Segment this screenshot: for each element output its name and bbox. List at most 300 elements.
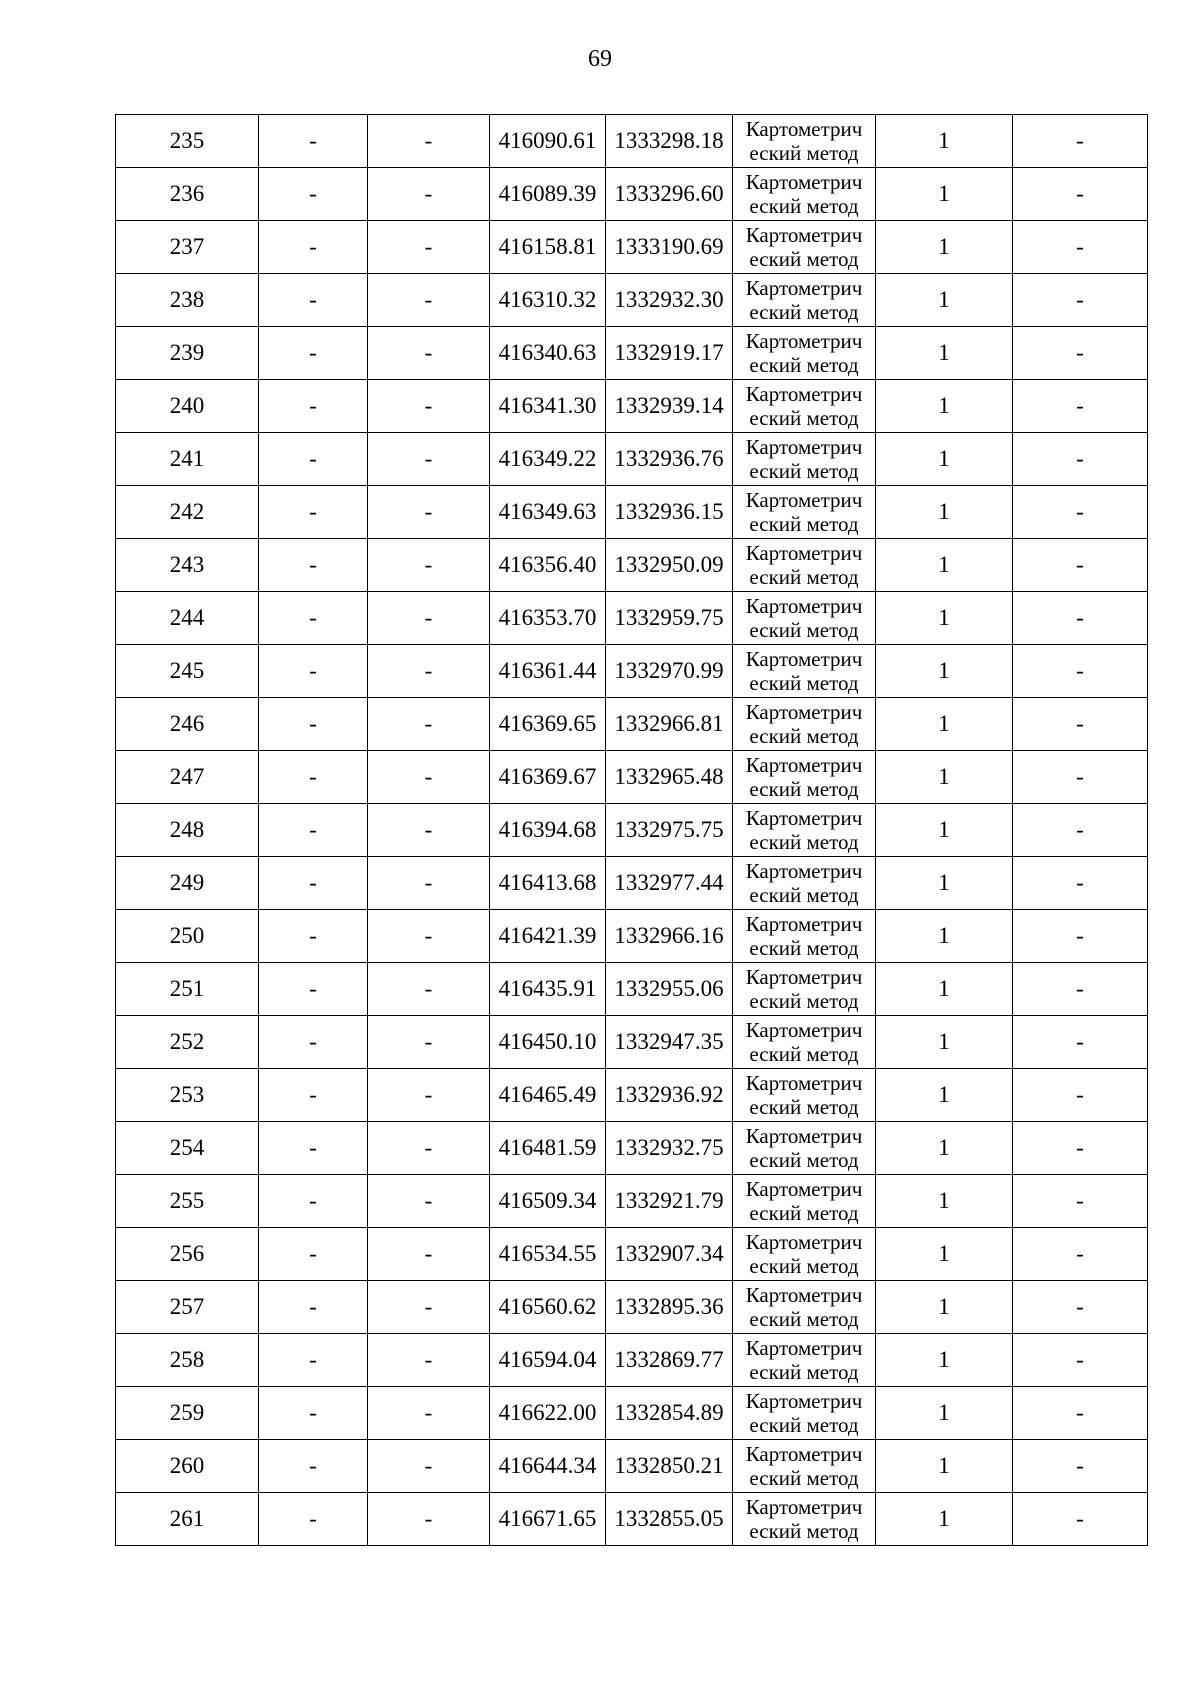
empty-y-cell: - bbox=[368, 804, 490, 857]
method-cell bbox=[733, 804, 876, 857]
method-line-2: еский метод bbox=[749, 512, 859, 536]
method-line-2: еский метод bbox=[749, 300, 859, 324]
y-coordinate-cell: 1333298.18 bbox=[606, 115, 733, 168]
accuracy-cell: 1 bbox=[876, 380, 1013, 433]
method-line-1: Картометрич bbox=[745, 1336, 863, 1360]
x-coordinate-cell: 416421.39 bbox=[490, 910, 606, 963]
method-cell bbox=[733, 274, 876, 327]
x-coordinate-cell: 416090.61 bbox=[490, 115, 606, 168]
x-coordinate-cell: 416450.10 bbox=[490, 1016, 606, 1069]
point-number-cell: 259 bbox=[116, 1387, 259, 1440]
empty-x-cell: - bbox=[259, 274, 368, 327]
point-number-cell: 254 bbox=[116, 1122, 259, 1175]
method-line-2: еский метод bbox=[749, 830, 859, 854]
y-coordinate-cell: 1332947.35 bbox=[606, 1016, 733, 1069]
x-coordinate-cell: 416340.63 bbox=[490, 327, 606, 380]
accuracy-cell: 1 bbox=[876, 274, 1013, 327]
table-row bbox=[116, 1387, 1148, 1440]
method-cell bbox=[733, 168, 876, 221]
empty-y-cell: - bbox=[368, 963, 490, 1016]
table-row bbox=[116, 539, 1148, 592]
empty-x-cell: - bbox=[259, 1175, 368, 1228]
accuracy-cell: 1 bbox=[876, 1493, 1013, 1546]
method-cell bbox=[733, 221, 876, 274]
x-coordinate-cell: 416413.68 bbox=[490, 857, 606, 910]
method-line-1: Картометрич bbox=[745, 276, 863, 300]
method-line-1: Картометрич bbox=[745, 1124, 863, 1148]
table-row bbox=[116, 168, 1148, 221]
point-number-cell: 250 bbox=[116, 910, 259, 963]
table-row bbox=[116, 486, 1148, 539]
method-cell bbox=[733, 751, 876, 804]
table-row bbox=[116, 1493, 1148, 1546]
accuracy-cell: 1 bbox=[876, 539, 1013, 592]
table-row bbox=[116, 804, 1148, 857]
method-line-2: еский метод bbox=[749, 1307, 859, 1331]
accuracy-cell: 1 bbox=[876, 1228, 1013, 1281]
x-coordinate-cell: 416353.70 bbox=[490, 592, 606, 645]
x-coordinate-cell: 416349.63 bbox=[490, 486, 606, 539]
method-line-1: Картометрич bbox=[745, 1389, 863, 1413]
method-line-1: Картометрич bbox=[745, 223, 863, 247]
x-coordinate-cell: 416341.30 bbox=[490, 380, 606, 433]
accuracy-cell: 1 bbox=[876, 857, 1013, 910]
method-cell bbox=[733, 1334, 876, 1387]
accuracy-cell: 1 bbox=[876, 963, 1013, 1016]
method-line-2: еский метод bbox=[749, 194, 859, 218]
description-cell: - bbox=[1013, 751, 1148, 804]
coordinates-table bbox=[115, 114, 1148, 1546]
method-line-1: Картометрич bbox=[745, 806, 863, 830]
point-number-cell: 249 bbox=[116, 857, 259, 910]
table-row bbox=[116, 1016, 1148, 1069]
x-coordinate-cell: 416509.34 bbox=[490, 1175, 606, 1228]
method-line-2: еский метод bbox=[749, 406, 859, 430]
x-coordinate-cell: 416369.65 bbox=[490, 698, 606, 751]
accuracy-cell: 1 bbox=[876, 751, 1013, 804]
empty-x-cell: - bbox=[259, 698, 368, 751]
point-number-cell: 255 bbox=[116, 1175, 259, 1228]
method-line-2: еский метод bbox=[749, 1413, 859, 1437]
method-line-1: Картометрич bbox=[745, 700, 863, 724]
empty-y-cell: - bbox=[368, 910, 490, 963]
accuracy-cell: 1 bbox=[876, 1016, 1013, 1069]
empty-x-cell: - bbox=[259, 1281, 368, 1334]
description-cell: - bbox=[1013, 1069, 1148, 1122]
method-line-2: еский метод bbox=[749, 1201, 859, 1225]
table-row bbox=[116, 115, 1148, 168]
description-cell: - bbox=[1013, 698, 1148, 751]
description-cell: - bbox=[1013, 963, 1148, 1016]
description-cell: - bbox=[1013, 1387, 1148, 1440]
point-number-cell: 242 bbox=[116, 486, 259, 539]
method-line-2: еский метод bbox=[749, 1148, 859, 1172]
table-row bbox=[116, 380, 1148, 433]
point-number-cell: 260 bbox=[116, 1440, 259, 1493]
method-line-1: Картометрич bbox=[745, 1071, 863, 1095]
table-row bbox=[116, 327, 1148, 380]
empty-x-cell: - bbox=[259, 327, 368, 380]
method-cell bbox=[733, 1228, 876, 1281]
point-number-cell: 256 bbox=[116, 1228, 259, 1281]
empty-x-cell: - bbox=[259, 963, 368, 1016]
point-number-cell: 246 bbox=[116, 698, 259, 751]
empty-x-cell: - bbox=[259, 1334, 368, 1387]
accuracy-cell: 1 bbox=[876, 327, 1013, 380]
empty-x-cell: - bbox=[259, 1069, 368, 1122]
method-line-1: Картометрич bbox=[745, 594, 863, 618]
table-row bbox=[116, 857, 1148, 910]
method-line-1: Картометрич bbox=[745, 1018, 863, 1042]
method-cell bbox=[733, 645, 876, 698]
table-row bbox=[116, 1281, 1148, 1334]
method-cell bbox=[733, 380, 876, 433]
accuracy-cell: 1 bbox=[876, 1175, 1013, 1228]
table-row bbox=[116, 1122, 1148, 1175]
description-cell: - bbox=[1013, 1440, 1148, 1493]
y-coordinate-cell: 1332895.36 bbox=[606, 1281, 733, 1334]
x-coordinate-cell: 416481.59 bbox=[490, 1122, 606, 1175]
empty-x-cell: - bbox=[259, 539, 368, 592]
method-line-1: Картометрич bbox=[745, 488, 863, 512]
empty-y-cell: - bbox=[368, 1493, 490, 1546]
empty-x-cell: - bbox=[259, 1228, 368, 1281]
description-cell: - bbox=[1013, 1175, 1148, 1228]
table-row bbox=[116, 1069, 1148, 1122]
description-cell: - bbox=[1013, 486, 1148, 539]
x-coordinate-cell: 416356.40 bbox=[490, 539, 606, 592]
x-coordinate-cell: 416671.65 bbox=[490, 1493, 606, 1546]
method-cell bbox=[733, 1387, 876, 1440]
table-row bbox=[116, 698, 1148, 751]
empty-y-cell: - bbox=[368, 1069, 490, 1122]
method-line-1: Картометрич bbox=[745, 859, 863, 883]
empty-y-cell: - bbox=[368, 486, 490, 539]
method-line-1: Картометрич bbox=[745, 1495, 863, 1519]
y-coordinate-cell: 1332966.16 bbox=[606, 910, 733, 963]
method-line-1: Картометрич bbox=[745, 1442, 863, 1466]
method-line-2: еский метод bbox=[749, 777, 859, 801]
method-line-1: Картометрич bbox=[745, 912, 863, 936]
table-row bbox=[116, 910, 1148, 963]
accuracy-cell: 1 bbox=[876, 804, 1013, 857]
x-coordinate-cell: 416349.22 bbox=[490, 433, 606, 486]
empty-y-cell: - bbox=[368, 1440, 490, 1493]
method-cell bbox=[733, 698, 876, 751]
empty-y-cell: - bbox=[368, 168, 490, 221]
accuracy-cell: 1 bbox=[876, 592, 1013, 645]
table-row bbox=[116, 1228, 1148, 1281]
description-cell: - bbox=[1013, 380, 1148, 433]
empty-y-cell: - bbox=[368, 1228, 490, 1281]
table-row bbox=[116, 221, 1148, 274]
y-coordinate-cell: 1333296.60 bbox=[606, 168, 733, 221]
point-number-cell: 251 bbox=[116, 963, 259, 1016]
x-coordinate-cell: 416465.49 bbox=[490, 1069, 606, 1122]
empty-y-cell: - bbox=[368, 221, 490, 274]
method-line-1: Картометрич bbox=[745, 435, 863, 459]
method-cell bbox=[733, 1281, 876, 1334]
method-line-2: еский метод bbox=[749, 1042, 859, 1066]
empty-y-cell: - bbox=[368, 857, 490, 910]
point-number-cell: 247 bbox=[116, 751, 259, 804]
point-number-cell: 240 bbox=[116, 380, 259, 433]
method-line-2: еский метод bbox=[749, 936, 859, 960]
empty-y-cell: - bbox=[368, 539, 490, 592]
accuracy-cell: 1 bbox=[876, 115, 1013, 168]
empty-x-cell: - bbox=[259, 592, 368, 645]
description-cell: - bbox=[1013, 804, 1148, 857]
table-row bbox=[116, 645, 1148, 698]
x-coordinate-cell: 416435.91 bbox=[490, 963, 606, 1016]
method-line-1: Картометрич bbox=[745, 541, 863, 565]
x-coordinate-cell: 416369.67 bbox=[490, 751, 606, 804]
empty-y-cell: - bbox=[368, 592, 490, 645]
y-coordinate-cell: 1332919.17 bbox=[606, 327, 733, 380]
empty-y-cell: - bbox=[368, 1122, 490, 1175]
table-row bbox=[116, 1440, 1148, 1493]
description-cell: - bbox=[1013, 539, 1148, 592]
y-coordinate-cell: 1332869.77 bbox=[606, 1334, 733, 1387]
point-number-cell: 235 bbox=[116, 115, 259, 168]
description-cell: - bbox=[1013, 1228, 1148, 1281]
empty-y-cell: - bbox=[368, 1387, 490, 1440]
description-cell: - bbox=[1013, 910, 1148, 963]
empty-y-cell: - bbox=[368, 1334, 490, 1387]
method-line-2: еский метод bbox=[749, 353, 859, 377]
point-number-cell: 239 bbox=[116, 327, 259, 380]
point-number-cell: 238 bbox=[116, 274, 259, 327]
table-row bbox=[116, 1175, 1148, 1228]
description-cell: - bbox=[1013, 221, 1148, 274]
point-number-cell: 243 bbox=[116, 539, 259, 592]
y-coordinate-cell: 1332965.48 bbox=[606, 751, 733, 804]
description-cell: - bbox=[1013, 115, 1148, 168]
method-cell bbox=[733, 857, 876, 910]
empty-x-cell: - bbox=[259, 857, 368, 910]
description-cell: - bbox=[1013, 645, 1148, 698]
accuracy-cell: 1 bbox=[876, 1387, 1013, 1440]
empty-x-cell: - bbox=[259, 115, 368, 168]
x-coordinate-cell: 416622.00 bbox=[490, 1387, 606, 1440]
method-line-1: Картометрич bbox=[745, 965, 863, 989]
accuracy-cell: 1 bbox=[876, 221, 1013, 274]
point-number-cell: 248 bbox=[116, 804, 259, 857]
method-line-1: Картометрич bbox=[745, 753, 863, 777]
method-cell bbox=[733, 115, 876, 168]
empty-y-cell: - bbox=[368, 1281, 490, 1334]
method-line-2: еский метод bbox=[749, 565, 859, 589]
accuracy-cell: 1 bbox=[876, 486, 1013, 539]
empty-y-cell: - bbox=[368, 698, 490, 751]
empty-x-cell: - bbox=[259, 1387, 368, 1440]
description-cell: - bbox=[1013, 1281, 1148, 1334]
page-number: 69 bbox=[588, 46, 612, 72]
method-line-2: еский метод bbox=[749, 1519, 859, 1543]
table-row bbox=[116, 274, 1148, 327]
x-coordinate-cell: 416560.62 bbox=[490, 1281, 606, 1334]
table-row bbox=[116, 963, 1148, 1016]
point-number-cell: 244 bbox=[116, 592, 259, 645]
table-row bbox=[116, 751, 1148, 804]
x-coordinate-cell: 416158.81 bbox=[490, 221, 606, 274]
empty-x-cell: - bbox=[259, 910, 368, 963]
method-line-1: Картометрич bbox=[745, 1177, 863, 1201]
y-coordinate-cell: 1332854.89 bbox=[606, 1387, 733, 1440]
empty-y-cell: - bbox=[368, 645, 490, 698]
accuracy-cell: 1 bbox=[876, 168, 1013, 221]
accuracy-cell: 1 bbox=[876, 1334, 1013, 1387]
point-number-cell: 245 bbox=[116, 645, 259, 698]
empty-y-cell: - bbox=[368, 115, 490, 168]
method-cell bbox=[733, 592, 876, 645]
description-cell: - bbox=[1013, 1493, 1148, 1546]
empty-x-cell: - bbox=[259, 168, 368, 221]
y-coordinate-cell: 1333190.69 bbox=[606, 221, 733, 274]
method-line-2: еский метод bbox=[749, 459, 859, 483]
empty-x-cell: - bbox=[259, 804, 368, 857]
y-coordinate-cell: 1332932.75 bbox=[606, 1122, 733, 1175]
method-line-1: Картометрич bbox=[745, 170, 863, 194]
method-cell bbox=[733, 963, 876, 1016]
method-cell bbox=[733, 1122, 876, 1175]
method-cell bbox=[733, 327, 876, 380]
y-coordinate-cell: 1332970.99 bbox=[606, 645, 733, 698]
empty-x-cell: - bbox=[259, 221, 368, 274]
point-number-cell: 241 bbox=[116, 433, 259, 486]
y-coordinate-cell: 1332907.34 bbox=[606, 1228, 733, 1281]
method-line-2: еский метод bbox=[749, 247, 859, 271]
table-row bbox=[116, 1334, 1148, 1387]
method-line-2: еский метод bbox=[749, 671, 859, 695]
description-cell: - bbox=[1013, 857, 1148, 910]
table-row bbox=[116, 433, 1148, 486]
empty-y-cell: - bbox=[368, 751, 490, 804]
x-coordinate-cell: 416534.55 bbox=[490, 1228, 606, 1281]
method-line-2: еский метод bbox=[749, 883, 859, 907]
y-coordinate-cell: 1332939.14 bbox=[606, 380, 733, 433]
y-coordinate-cell: 1332936.76 bbox=[606, 433, 733, 486]
empty-x-cell: - bbox=[259, 380, 368, 433]
empty-x-cell: - bbox=[259, 1440, 368, 1493]
y-coordinate-cell: 1332955.06 bbox=[606, 963, 733, 1016]
method-line-2: еский метод bbox=[749, 1254, 859, 1278]
point-number-cell: 261 bbox=[116, 1493, 259, 1546]
description-cell: - bbox=[1013, 1016, 1148, 1069]
y-coordinate-cell: 1332855.05 bbox=[606, 1493, 733, 1546]
y-coordinate-cell: 1332966.81 bbox=[606, 698, 733, 751]
empty-y-cell: - bbox=[368, 380, 490, 433]
empty-x-cell: - bbox=[259, 751, 368, 804]
empty-y-cell: - bbox=[368, 327, 490, 380]
description-cell: - bbox=[1013, 327, 1148, 380]
x-coordinate-cell: 416361.44 bbox=[490, 645, 606, 698]
method-cell bbox=[733, 1069, 876, 1122]
y-coordinate-cell: 1332975.75 bbox=[606, 804, 733, 857]
y-coordinate-cell: 1332850.21 bbox=[606, 1440, 733, 1493]
accuracy-cell: 1 bbox=[876, 433, 1013, 486]
method-line-1: Картометрич bbox=[745, 647, 863, 671]
accuracy-cell: 1 bbox=[876, 645, 1013, 698]
method-line-2: еский метод bbox=[749, 141, 859, 165]
method-line-1: Картометрич bbox=[745, 1283, 863, 1307]
point-number-cell: 258 bbox=[116, 1334, 259, 1387]
accuracy-cell: 1 bbox=[876, 1281, 1013, 1334]
empty-x-cell: - bbox=[259, 1122, 368, 1175]
description-cell: - bbox=[1013, 592, 1148, 645]
method-line-1: Картометрич bbox=[745, 329, 863, 353]
empty-y-cell: - bbox=[368, 1175, 490, 1228]
point-number-cell: 253 bbox=[116, 1069, 259, 1122]
empty-x-cell: - bbox=[259, 1493, 368, 1546]
description-cell: - bbox=[1013, 168, 1148, 221]
method-line-1: Картометрич bbox=[745, 117, 863, 141]
y-coordinate-cell: 1332932.30 bbox=[606, 274, 733, 327]
table-body bbox=[116, 115, 1148, 1546]
method-cell bbox=[733, 1493, 876, 1546]
y-coordinate-cell: 1332921.79 bbox=[606, 1175, 733, 1228]
description-cell: - bbox=[1013, 1334, 1148, 1387]
x-coordinate-cell: 416594.04 bbox=[490, 1334, 606, 1387]
y-coordinate-cell: 1332936.15 bbox=[606, 486, 733, 539]
method-cell bbox=[733, 1175, 876, 1228]
accuracy-cell: 1 bbox=[876, 910, 1013, 963]
empty-x-cell: - bbox=[259, 1016, 368, 1069]
method-line-1: Картометрич bbox=[745, 1230, 863, 1254]
method-line-2: еский метод bbox=[749, 724, 859, 748]
method-line-2: еский метод bbox=[749, 1360, 859, 1384]
method-line-1: Картометрич bbox=[745, 382, 863, 406]
y-coordinate-cell: 1332977.44 bbox=[606, 857, 733, 910]
method-cell bbox=[733, 1440, 876, 1493]
description-cell: - bbox=[1013, 1122, 1148, 1175]
accuracy-cell: 1 bbox=[876, 1069, 1013, 1122]
point-number-cell: 236 bbox=[116, 168, 259, 221]
x-coordinate-cell: 416644.34 bbox=[490, 1440, 606, 1493]
method-cell bbox=[733, 910, 876, 963]
point-number-cell: 252 bbox=[116, 1016, 259, 1069]
method-line-2: еский метод bbox=[749, 618, 859, 642]
x-coordinate-cell: 416310.32 bbox=[490, 274, 606, 327]
x-coordinate-cell: 416394.68 bbox=[490, 804, 606, 857]
point-number-cell: 237 bbox=[116, 221, 259, 274]
empty-y-cell: - bbox=[368, 433, 490, 486]
method-cell bbox=[733, 1016, 876, 1069]
method-line-2: еский метод bbox=[749, 1095, 859, 1119]
method-cell bbox=[733, 433, 876, 486]
table-row bbox=[116, 592, 1148, 645]
empty-y-cell: - bbox=[368, 274, 490, 327]
description-cell: - bbox=[1013, 433, 1148, 486]
method-line-2: еский метод bbox=[749, 1466, 859, 1490]
empty-x-cell: - bbox=[259, 645, 368, 698]
y-coordinate-cell: 1332936.92 bbox=[606, 1069, 733, 1122]
accuracy-cell: 1 bbox=[876, 1440, 1013, 1493]
description-cell: - bbox=[1013, 274, 1148, 327]
accuracy-cell: 1 bbox=[876, 698, 1013, 751]
method-cell bbox=[733, 486, 876, 539]
empty-y-cell: - bbox=[368, 1016, 490, 1069]
point-number-cell: 257 bbox=[116, 1281, 259, 1334]
empty-x-cell: - bbox=[259, 486, 368, 539]
method-line-2: еский метод bbox=[749, 989, 859, 1013]
accuracy-cell: 1 bbox=[876, 1122, 1013, 1175]
empty-x-cell: - bbox=[259, 433, 368, 486]
y-coordinate-cell: 1332950.09 bbox=[606, 539, 733, 592]
y-coordinate-cell: 1332959.75 bbox=[606, 592, 733, 645]
method-cell bbox=[733, 539, 876, 592]
x-coordinate-cell: 416089.39 bbox=[490, 168, 606, 221]
